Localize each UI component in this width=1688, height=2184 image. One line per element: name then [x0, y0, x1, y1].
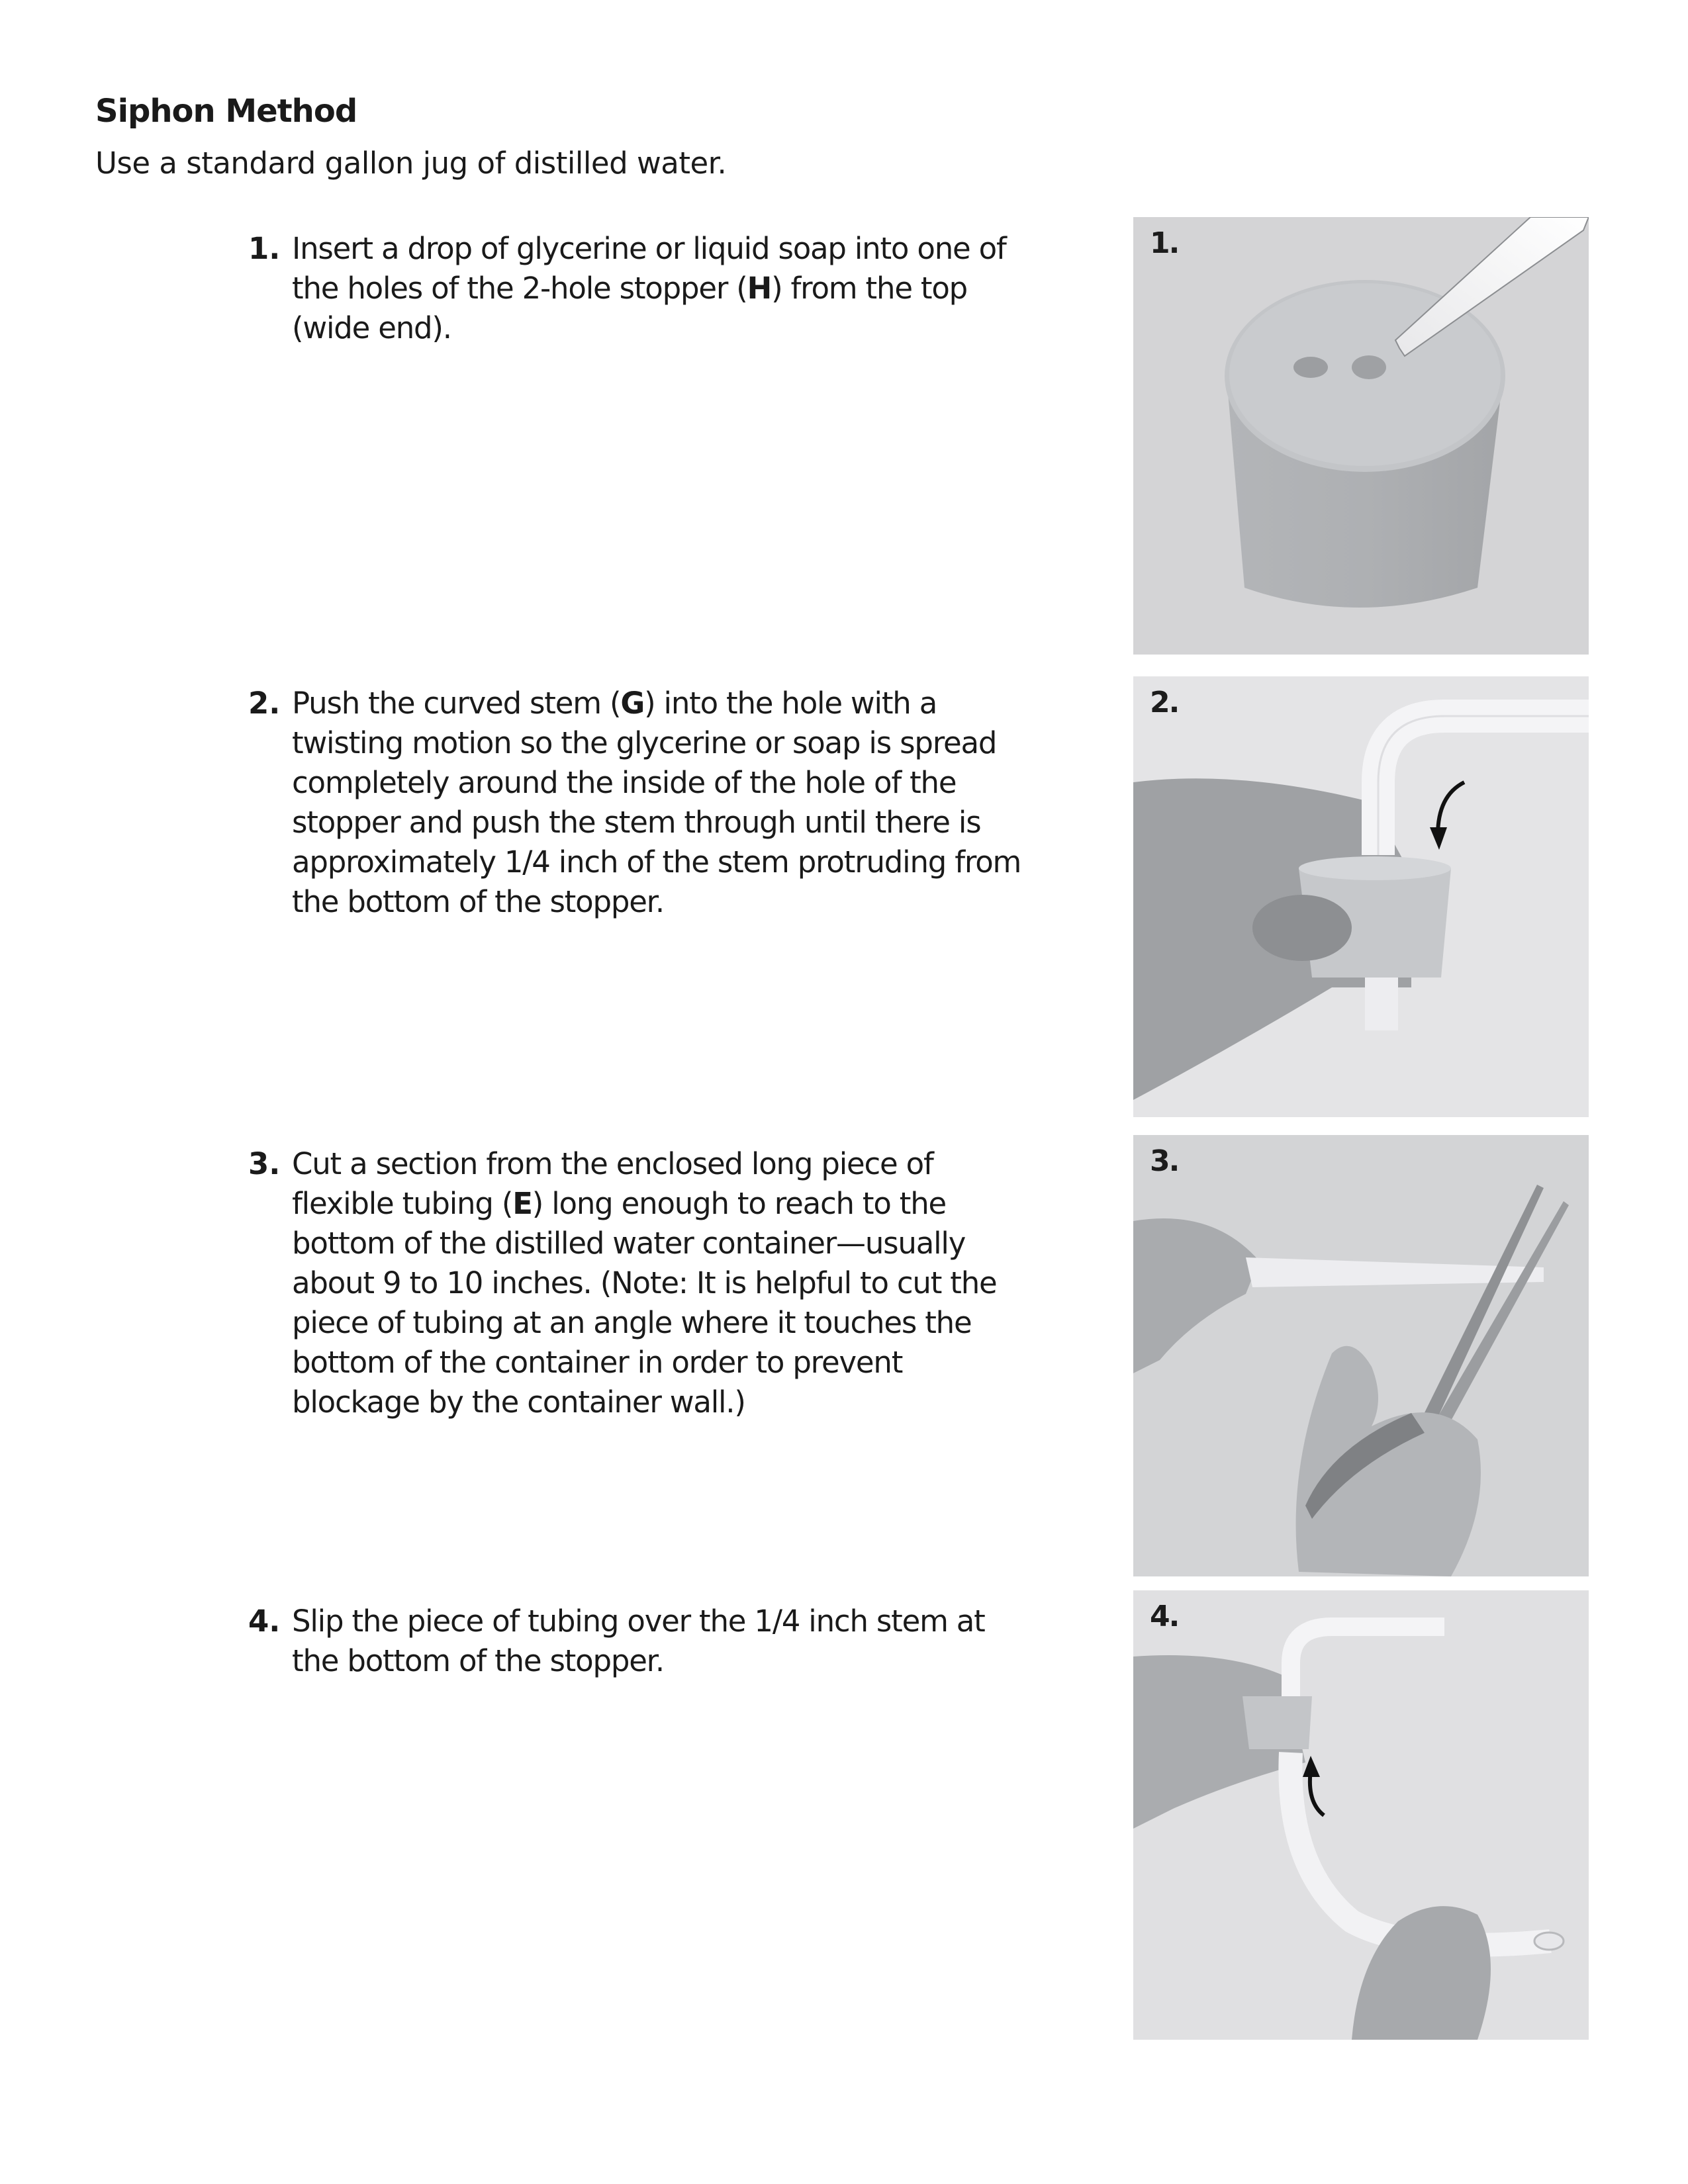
curved-stem [1378, 716, 1589, 855]
scissors-blade-1 [1411, 1185, 1544, 1446]
photo-label: 1. [1150, 226, 1179, 260]
cutting-illustration [1133, 1135, 1589, 1576]
scissors-blade-2 [1425, 1201, 1569, 1445]
part-label: G [620, 686, 645, 721]
dropper-icon [1395, 217, 1589, 356]
step-text: Cut a section from the enclosed long piece of flexible tubing (E) long enough to reach to the bottom of the distilled water container—usually about 9 to 10 inches. (Note: It is helpful to cut the piece of tubing at an angle where it touches the bottom of the container in order to prevent blockage by the container wall.) [292, 1146, 997, 1420]
step-text: Insert a drop of glycerine or liquid soap into one of the holes of the 2-hole stopper (H) from the top (wide end). [292, 231, 1006, 345]
tubing-attach-illustration [1133, 1590, 1589, 2040]
step-text: Slip the piece of tubing over the 1/4 inch stem at the bottom of the stopper. [292, 1604, 985, 1678]
section-heading: Siphon Method [95, 93, 357, 130]
left-hand [1133, 1218, 1259, 1373]
step-1-photo [1133, 217, 1589, 655]
step-4-photo [1133, 1590, 1589, 2040]
part-label: H [747, 271, 772, 306]
photo-label: 3. [1150, 1144, 1179, 1178]
step-number: 4. [248, 1604, 281, 1639]
intro-text: Use a standard gallon jug of distilled water. [95, 146, 727, 181]
stopper [1243, 1696, 1312, 1749]
step-number: 2. [248, 686, 281, 721]
step-2 [248, 684, 1029, 922]
stem-insert-illustration [1133, 676, 1589, 1117]
step-3 [248, 1144, 1029, 1422]
step-3-photo [1133, 1135, 1589, 1576]
stem-protrusion [1365, 978, 1398, 1030]
thumb [1252, 895, 1352, 961]
step-1 [248, 229, 1029, 348]
curved-stem [1291, 1627, 1444, 1703]
part-label: E [512, 1186, 532, 1221]
step-number: 1. [248, 231, 281, 266]
photo-label: 4. [1150, 1600, 1179, 1633]
step-number: 3. [248, 1146, 281, 1181]
step-4 [248, 1602, 1029, 1681]
step-2-photo [1133, 676, 1589, 1117]
stopper-hole-right [1352, 355, 1386, 379]
step-text: Push the curved stem (G) into the hole with a twisting motion so the glycerine or soap is spread completely around the inside of the hole of the stopper and push the stem through until there is approximately 1/4 inch of the stem protruding from the bottom of the stopper. [292, 686, 1021, 919]
stopper-hole-left [1293, 357, 1328, 378]
arrow-icon [1310, 1770, 1324, 1815]
photo-label: 2. [1150, 686, 1179, 719]
stopper-illustration [1133, 217, 1589, 655]
